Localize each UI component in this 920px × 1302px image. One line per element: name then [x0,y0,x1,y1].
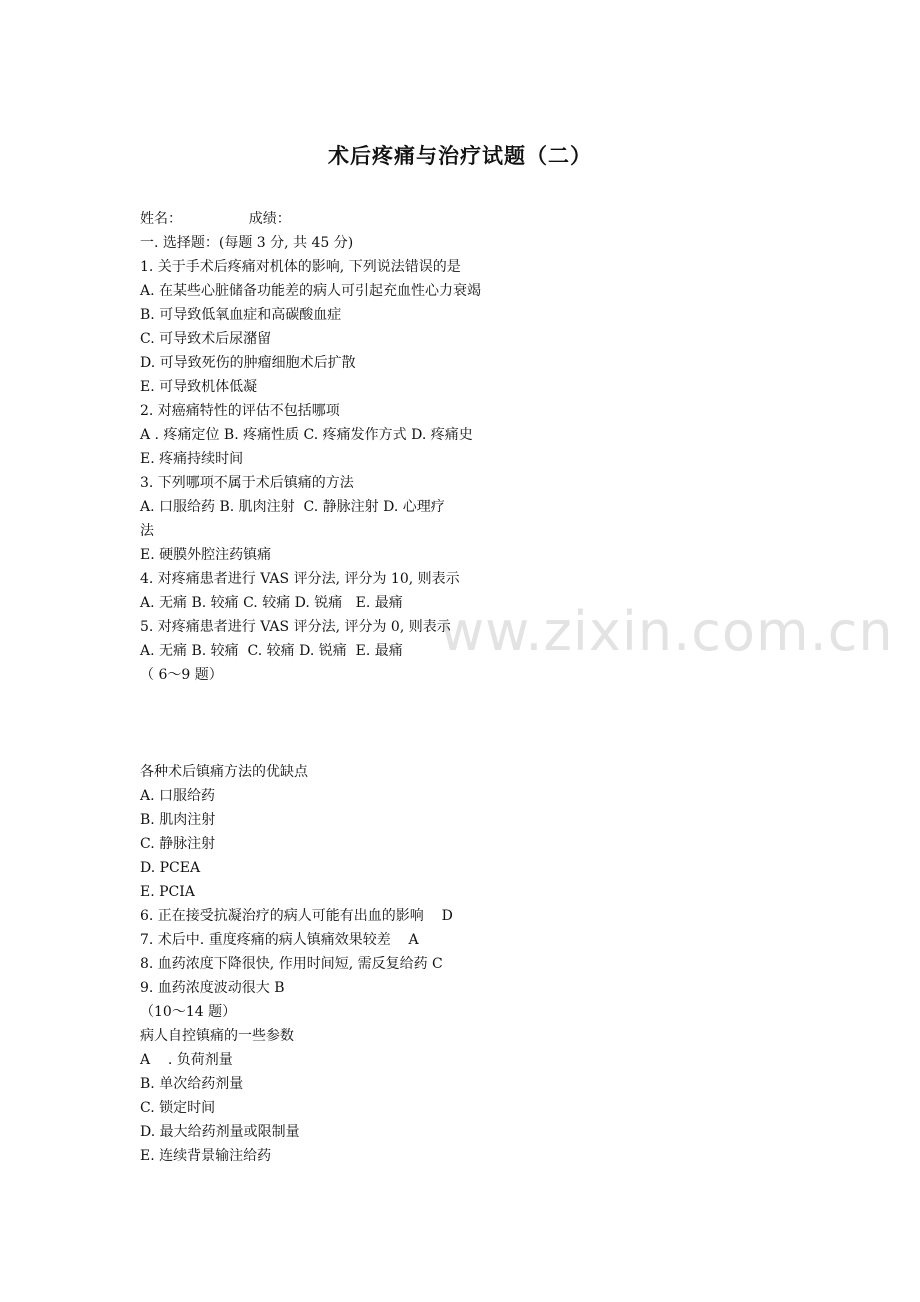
name-score-line: 姓名： 成绩： [140,211,291,227]
question-3: 3. 下列哪项不属于术后镇痛的方法 [140,475,354,491]
group-10-14-option-e: E. 连续背景输注给药 [140,1148,272,1164]
question-3-options-a-d: A. 口服给药 B. 肌肉注射 C. 静脉注射 D. 心理疗 [140,499,445,515]
question-1-option-a: A. 在某些心脏储备功能差的病人可引起充血性心力衰竭 [140,283,482,299]
group-10-14-option-b: B. 单次给药剂量 [140,1076,244,1092]
question-5: 5. 对疼痛患者进行 VAS 评分法, 评分为 0, 则表示 [140,619,451,635]
question-5-options: A. 无痛 B. 较痛 C. 较痛 D. 锐痛 E. 最痛 [140,643,403,659]
question-1-option-b: B. 可导致低氧血症和高碳酸血症 [140,307,342,323]
group-6-9-option-a: A. 口服给药 [140,788,216,804]
question-2: 2. 对癌痛特性的评估不包括哪项 [140,403,340,419]
group-10-14-stem: 病人自控镇痛的一些参数 [140,1028,294,1044]
question-3-options-continued: 法 [140,523,154,539]
question-4: 4. 对疼痛患者进行 VAS 评分法, 评分为 10, 则表示 [140,571,460,587]
group-6-9-option-e: E. PCIA [140,884,195,900]
section-heading: 一. 选择题：(每题 3 分, 共 45 分) [140,235,354,251]
watermark: ww.zixin.com.cn [440,600,894,663]
group-6-9-label: （ 6～9 题） [140,667,223,683]
question-1-option-c: C. 可导致术后尿潴留 [140,331,272,347]
question-8: 8. 血药浓度下降很快, 作用时间短, 需反复给药 C [140,956,443,972]
question-4-options: A. 无痛 B. 较痛 C. 较痛 D. 锐痛 E. 最痛 [140,595,403,611]
question-7: 7. 术后中. 重度疼痛的病人镇痛效果较差 A [140,932,419,948]
group-6-9-option-d: D. PCEA [140,860,201,876]
group-10-14-option-a: A . 负荷剂量 [140,1052,233,1068]
group-10-14-label: （10～14 题） [140,1004,237,1020]
question-2-option-e: E. 疼痛持续时间 [140,451,244,467]
question-2-options-a-d: A . 疼痛定位 B. 疼痛性质 C. 疼痛发作方式 D. 疼痛史 [140,427,473,443]
question-1: 1. 关于手术后疼痛对机体的影响, 下列说法错误的是 [140,259,461,275]
group-6-9-option-c: C. 静脉注射 [140,836,216,852]
question-6: 6. 正在接受抗凝治疗的病人可能有出血的影响 D [140,908,453,924]
group-10-14-option-c: C. 锁定时间 [140,1100,216,1116]
group-6-9-stem: 各种术后镇痛方法的优缺点 [140,764,308,780]
question-3-option-e: E. 硬膜外腔注药镇痛 [140,547,272,563]
question-9: 9. 血药浓度波动很大 B [140,980,285,996]
group-10-14-option-d: D. 最大给药剂量或限制量 [140,1124,300,1140]
question-1-option-d: D. 可导致死伤的肿瘤细胞术后扩散 [140,355,356,371]
page-title: 术后疼痛与治疗试题（二） [328,144,592,168]
question-1-option-e: E. 可导致机体低凝 [140,379,258,395]
group-6-9-option-b: B. 肌肉注射 [140,812,216,828]
